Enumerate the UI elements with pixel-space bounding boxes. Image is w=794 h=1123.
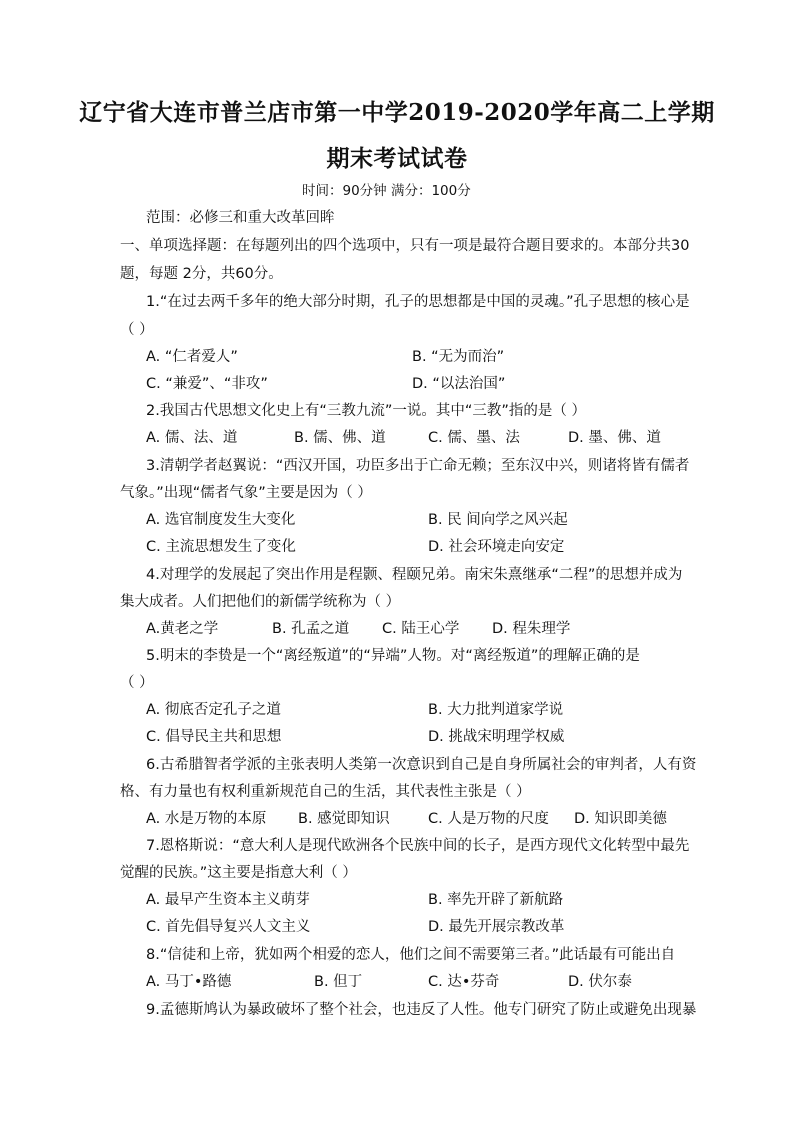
section-header-line-1: 一、单项选择题：在每题列出的四个选项中，只有一项是最符合题目要求的。本部分共30 [120,238,690,254]
question-5-stem-line-2: （ ） [120,675,154,691]
question-8-option-a: A. 马丁•路德 [146,974,232,990]
question-4-option-a: A.黄老之学 [146,621,219,637]
exam-title-line-1: 辽宁省大连市普兰店市第一中学2019-2020学年高二上学期 [79,99,715,126]
exam-time-score: 时间：90分钟 满分：100分 [302,183,471,199]
question-8-option-c: C. 达•芬奇 [428,974,500,990]
exam-title-line-2: 期末考试试卷 [326,145,468,172]
question-3-option-d: D. 社会环境走向安定 [428,539,565,555]
question-6-option-b: B. 感觉即知识 [298,811,390,827]
question-6-option-a: A. 水是万物的本原 [146,811,267,827]
question-2-option-a: A. 儒、法、道 [146,430,238,446]
question-1-stem-line-2: （ ） [120,322,154,338]
question-3-option-a: A. 选官制度发生大变化 [146,512,296,528]
question-7-option-a: A. 最早产生资本主义萌芽 [146,892,310,908]
question-5-option-c: C. 倡导民主共和思想 [146,729,282,745]
question-1-option-d: D. “以法治国” [412,376,506,392]
question-9-stem-line-1: 9.孟德斯鸠认为暴政破坏了整个社会，也违反了人性。他专门研究了防止或避免出现暴 [146,1002,697,1018]
question-2-option-c: C. 儒、墨、法 [428,430,520,446]
question-6-stem-line-1: 6.古希腊智者学派的主张表明人类第一次意识到自己是自身所属社会的审判者，人有资 [146,757,697,773]
question-5-stem-line-1: 5.明末的李贽是一个“离经叛道”的“异端”人物。对“离经叛道”的理解正确的是 [146,648,640,664]
question-6-option-c: C. 人是万物的尺度 [428,811,549,827]
question-5-option-d: D. 挑战宋明理学权威 [428,729,565,745]
question-7-option-d: D. 最先开展宗教改革 [428,919,565,935]
question-3-stem-line-2: 气象。”出现“儒者气象”主要是因为（ ） [120,485,372,501]
question-8-option-b: B. 但丁 [314,974,363,990]
question-5-option-a: A. 彻底否定孔子之道 [146,702,281,718]
question-8-stem-line-1: 8.“信徒和上帝，犹如两个相爱的恋人，他们之间不需要第三者。”此话最有可能出自 [146,947,676,963]
question-2-option-d: D. 墨、佛、道 [568,430,661,446]
question-1-option-b: B. “无为而治” [412,349,505,365]
question-3-stem-line-1: 3.清朝学者赵翼说：“西汉开国，功臣多出于亡命无赖；至东汉中兴，则诸将皆有儒者 [146,458,690,474]
question-4-option-d: D. 程朱理学 [492,621,571,637]
question-6-stem-line-2: 格、有力量也有权利重新规范自己的生活，其代表性主张是（ ） [120,784,531,800]
question-4-stem-line-1: 4.对理学的发展起了突出作用是程颢、程颐兄弟。南宋朱熹继承“二程”的思想并成为 [146,567,683,583]
question-4-option-c: C. 陆王心学 [382,621,460,637]
question-8-option-d: D. 伏尔泰 [568,974,632,990]
question-6-option-d: D. 知识即美德 [574,811,667,827]
section-header-line-2: 题，每题 2分，共60分。 [120,266,283,282]
question-4-stem-line-2: 集大成者。人们把他们的新儒学统称为（ ） [120,594,401,610]
question-1-stem-line-1: 1.“在过去两千多年的绝大部分时期，孔子的思想都是中国的灵魂。”孔子思想的核心是 [146,294,690,310]
question-1-option-a: A. “仁者爱人” [146,349,238,365]
question-3-option-c: C. 主流思想发生了变化 [146,539,296,555]
question-4-option-b: B. 孔孟之道 [272,621,350,637]
question-2-option-b: B. 儒、佛、道 [294,430,386,446]
question-7-option-c: C. 首先倡导复兴人文主义 [146,919,311,935]
question-1-option-c: C. “兼爱”、“非攻” [146,376,268,392]
question-3-option-b: B. 民 间向学之风兴起 [428,512,568,528]
question-2-stem-line-1: 2.我国古代思想文化史上有“三教九流”一说。其中“三教”指的是（ ） [146,403,586,419]
question-7-stem-line-1: 7.恩格斯说：“意大利人是现代欧洲各个民族中间的长子，是西方现代文化转型中最先 [146,838,690,854]
question-5-option-b: B. 大力批判道家学说 [428,702,564,718]
question-7-stem-line-2: 觉醒的民族。”这主要是指意大利（ ） [120,865,357,881]
exam-scope: 范围：必修三和重大改革回眸 [146,210,335,226]
question-7-option-b: B. 率先开辟了新航路 [428,892,564,908]
